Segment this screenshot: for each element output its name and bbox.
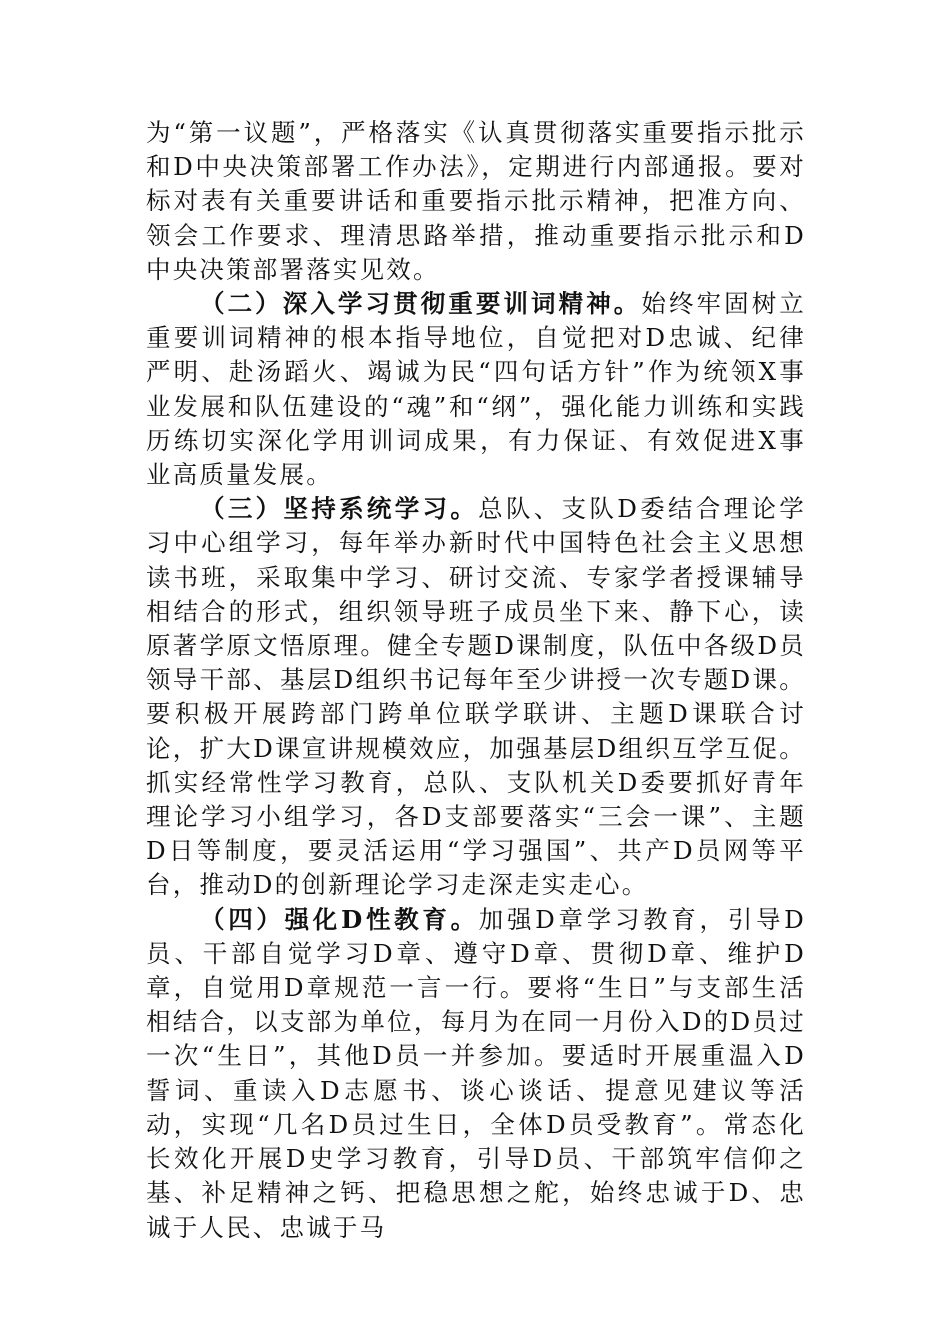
paragraph-section-3 bbox=[146, 492, 806, 902]
paragraph-text: 为“第一议题”，严格落实《认真贯彻落实重要指示批示和D中央决策部署工作办法》，定期进行内部通报。要对标对表有关重要讲话和重要指示批示精神，把准方向、领会工作要求、理清思路举措，推动重要指示批示和D中央决策部署落实见效。 bbox=[146, 118, 806, 284]
document-body bbox=[146, 116, 806, 1245]
section-heading: （三）坚持系统学习。 bbox=[200, 494, 479, 524]
paragraph-text: 始终牢固树立重要训词精神的根本指导地位，自觉把对D忠诚、纪律严明、赴汤蹈火、竭诚为民“四句话方针”作为统领X事业发展和队伍建设的“魂”和“纲”，强化能力训练和实践历练切实深化学用训词成果，有力保证、有效促进X事业高质量发展。 bbox=[146, 289, 807, 490]
paragraph-continuation bbox=[146, 116, 806, 287]
paragraph-section-4 bbox=[146, 903, 806, 1245]
paragraph-section-2 bbox=[146, 287, 806, 492]
section-heading: （四）强化D性教育。 bbox=[200, 904, 479, 934]
paragraph-text: 加强D章学习教育，引导D员、干部自觉学习D章、遵守D章、贯彻D章、维护D章，自觉用D章规范一言一行。要将“生日”与支部生活相结合，以支部为单位，每月为在同一月份入D的D员过一次“生日”，其他D员一并参加。要适时开展重温入D誓词、重读入D志愿书、谈心谈话、提意见建议等活动，实现“几名D员过生日，全体D员受教育”。常态化长效化开展D史学习教育，引导D员、干部筑牢信仰之基、补足精神之钙、把稳思想之舵，始终忠诚于D、忠诚于人民、忠诚于马 bbox=[146, 904, 806, 1242]
section-heading: （二）深入学习贯彻重要训词精神。 bbox=[200, 289, 642, 319]
paragraph-text: 总队、支队D委结合理论学习中心组学习，每年举办新时代中国特色社会主义思想读书班，采取集中学习、研讨交流、专家学者授课辅导相结合的形式，组织领导班子成员坐下来、静下心，读原著学原文悟原理。健全专题D课制度，队伍中各级D员领导干部、基层D组织书记每年至少讲授一次专题D课。要积极开展跨部门跨单位联学联讲、主题D课联合讨论，扩大D课宣讲规模效应，加强基层D组织互学互促。抓实经常性学习教育，总队、支队机关D委要抓好青年理论学习小组学习，各D支部要落实“三会一课”、主题D日等制度，要灵活运用“学习强国”、共产D员网等平台，推动D的创新理论学习走深走实走心。 bbox=[146, 494, 806, 900]
